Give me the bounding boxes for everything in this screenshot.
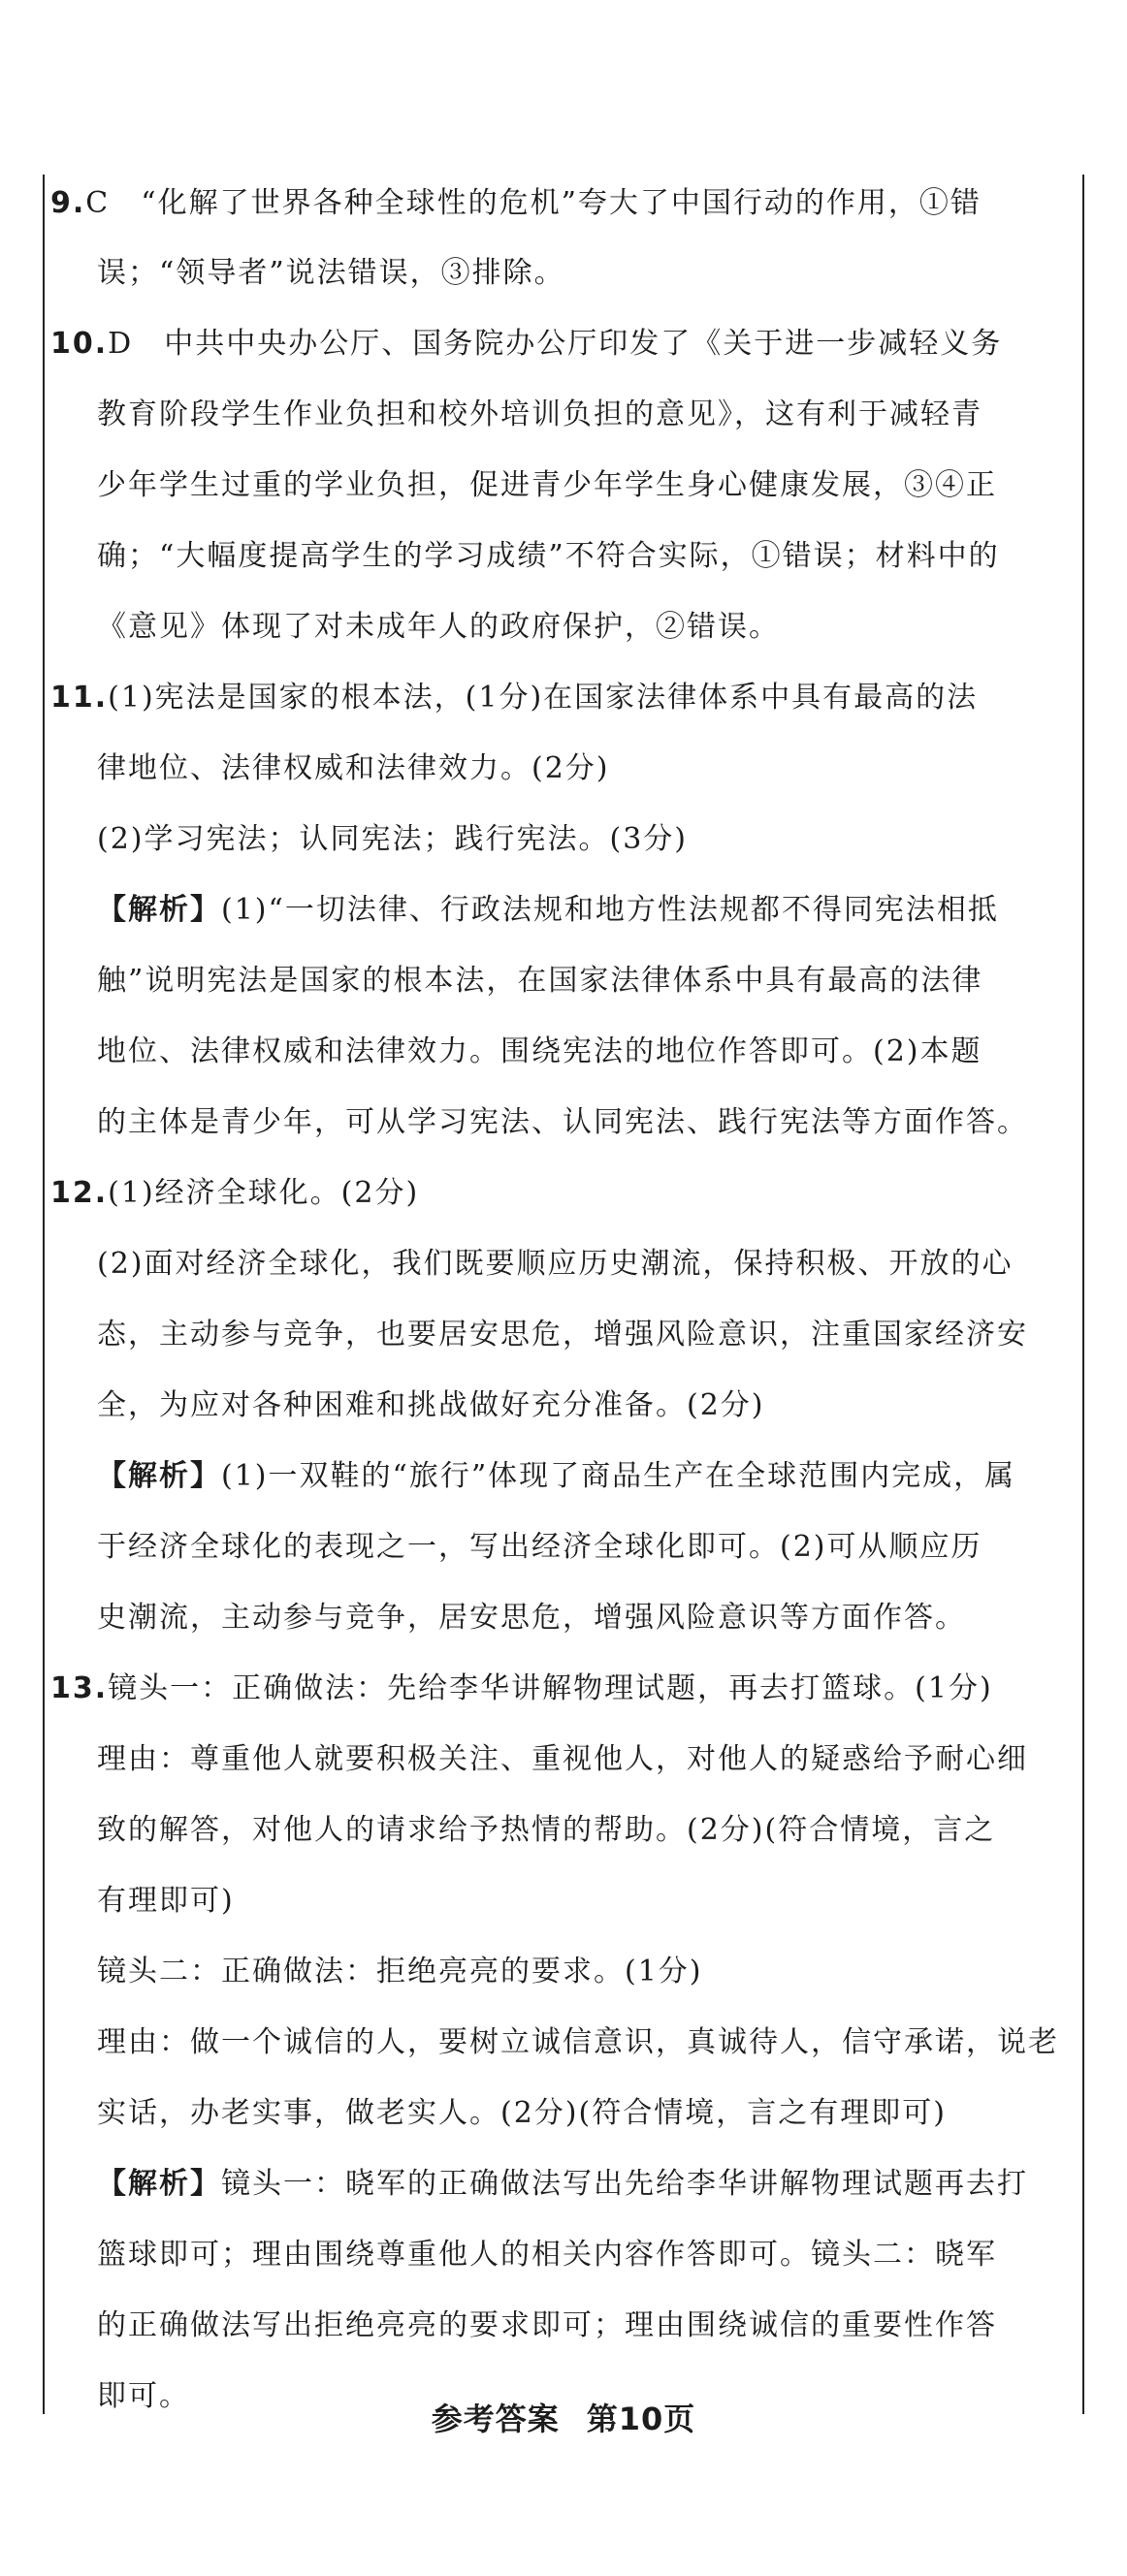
answer-line: [97, 537, 1000, 576]
line-text: 镜头二：正确做法：拒绝亮亮的要求。(1分): [97, 1955, 703, 1988]
line-text: 致的解答，对他人的请求给予热情的帮助。(2分)(符合情境，言之: [97, 1813, 996, 1847]
question-number: 11.: [50, 681, 109, 715]
line-text: 实话，办老实事，做老实人。(2分)(符合情境，言之有理即可): [97, 2096, 947, 2130]
line-text: D 中共中央办公厅、国务院办公厅印发了《关于进一步减轻义务: [108, 327, 1003, 361]
answer-line: [97, 608, 780, 647]
answer-line: [97, 1882, 235, 1921]
right-margin-rule: [1082, 175, 1084, 2414]
answer-line: [50, 184, 982, 223]
analysis-line: [97, 1033, 982, 1071]
analysis-tag: 【解析】: [97, 1459, 221, 1493]
answer-line: [50, 1670, 993, 1708]
analysis-line: [97, 1599, 966, 1638]
line-text: 的主体是青少年，可从学习宪法、认同宪法、践行宪法等方面作答。: [97, 1105, 1028, 1139]
line-text: 态，主动参与竞争，也要居安思危，增强风险意识，注重国家经济安: [97, 1318, 1028, 1352]
analysis-line: [97, 1528, 982, 1567]
analysis-line: [97, 962, 982, 1001]
page-number: 第10页: [586, 2401, 696, 2437]
line-text: 《意见》体现了对未成年人的政府保护，②错误。: [97, 610, 780, 644]
line-text: 触”说明宪法是国家的根本法，在国家法律体系中具有最高的法律: [97, 964, 983, 998]
line-text: 少年学生过重的学业负担，促进青少年学生身心健康发展，③④正: [97, 468, 997, 502]
analysis-tag: 【解析】: [97, 2167, 221, 2201]
line-text: (2)学习宪法；认同宪法；践行宪法。(3分): [97, 822, 688, 856]
answer-line: [97, 466, 997, 505]
question-number: 9.: [50, 186, 86, 220]
answer-line: [50, 1174, 419, 1213]
answer-line: [97, 1245, 1014, 1284]
answer-line: [97, 1316, 1028, 1354]
line-text: 镜头一：晓军的正确做法写出先给李华讲解物理试题再去打: [221, 2167, 1028, 2201]
line-text: 即可。: [97, 2379, 190, 2413]
line-text: (1)一双鞋的“旅行”体现了商品生产在全球范围内完成，属: [221, 1459, 1016, 1493]
line-text: 有理即可): [97, 1884, 235, 1918]
analysis-line: [97, 1103, 1028, 1142]
footer-label: 参考答案: [431, 2401, 560, 2437]
answer-line: [97, 2023, 1059, 2062]
answer-line: [97, 1953, 703, 1991]
line-text: (2)面对经济全球化，我们既要顺应历史潮流，保持积极、开放的心: [97, 1247, 1014, 1281]
question-number: 10.: [50, 327, 109, 361]
line-text: 律地位、法律权威和法律效力。(2分): [97, 751, 610, 785]
line-text: 镜头一：正确做法：先给李华讲解物理试题，再去打篮球。(1分): [108, 1671, 993, 1705]
line-text: (1)宪法是国家的根本法，(1分)在国家法律体系中具有最高的法: [108, 681, 979, 715]
answer-line: [97, 820, 688, 859]
answer-line: [97, 1740, 1028, 1779]
analysis-line: [97, 2236, 997, 2274]
answer-line: [50, 679, 978, 717]
answer-line: [50, 325, 1002, 364]
page-footer: [0, 2395, 1127, 2439]
analysis-line: [97, 2306, 997, 2345]
line-text: (1)经济全球化。(2分): [108, 1176, 420, 1210]
line-text: 误；“领导者”说法错误，③排除。: [97, 256, 565, 290]
line-text: 全，为应对各种困难和挑战做好充分准备。(2分): [97, 1388, 765, 1422]
line-text: 篮球即可；理由围绕尊重他人的相关内容作答即可。镜头二：晓军: [97, 2238, 997, 2272]
answer-line: [97, 2094, 947, 2133]
answer-line: [97, 396, 982, 434]
line-text: 史潮流，主动参与竞争，居安思危，增强风险意识等方面作答。: [97, 1601, 966, 1635]
answer-line: [97, 1386, 765, 1425]
answer-line: [97, 1811, 995, 1850]
analysis-line: [97, 891, 999, 930]
line-text: (1)“一切法律、行政法规和地方性法规都不得同宪法相抵: [221, 893, 999, 927]
line-text: 于经济全球化的表现之一，写出经济全球化即可。(2)可从顺应历: [97, 1530, 982, 1564]
line-text: 理由：尊重他人就要积极关注、重视他人，对他人的疑惑给予耐心细: [97, 1742, 1028, 1776]
question-number: 13.: [50, 1671, 109, 1705]
left-margin-rule: [43, 175, 45, 2414]
line-text: 地位、法律权威和法律效力。围绕宪法的地位作答即可。(2)本题: [97, 1034, 982, 1068]
analysis-tag: 【解析】: [97, 893, 221, 927]
line-text: C “化解了世界各种全球性的危机”夸大了中国行动的作用，①错: [85, 186, 982, 220]
line-text: 教育阶段学生作业负担和校外培训负担的意见》，这有利于减轻青: [97, 398, 982, 431]
answer-line: [97, 749, 610, 788]
answer-line: [97, 254, 565, 293]
analysis-line: [97, 1457, 1015, 1496]
question-number: 12.: [50, 1176, 109, 1210]
line-text: 的正确做法写出拒绝亮亮的要求即可；理由围绕诚信的重要性作答: [97, 2308, 997, 2342]
line-text: 确；“大幅度提高学生的学习成绩”不符合实际，①错误；材料中的: [97, 539, 1000, 573]
line-text: 理由：做一个诚信的人，要树立诚信意识，真诚待人，信守承诺，说老: [97, 2025, 1059, 2059]
analysis-line: [97, 2165, 1028, 2204]
